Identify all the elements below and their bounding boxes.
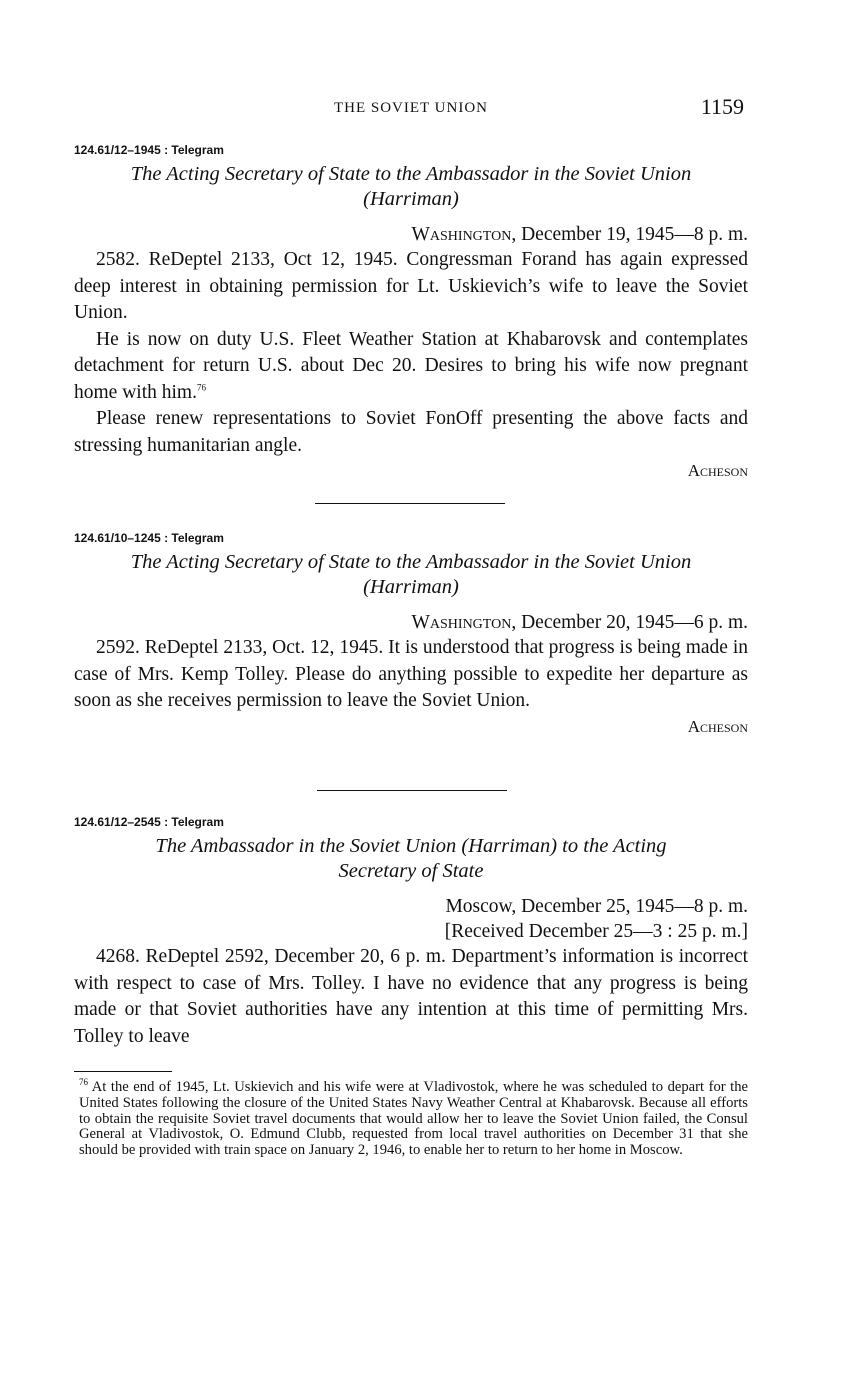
paragraph bbox=[74, 327, 748, 407]
file-number: 124.61/12–2545 : Telegram bbox=[74, 815, 224, 829]
paragraph-text: He is now on duty U.S. Fleet Weather Station at Khabarovsk and contemplates detachment for return U.S. about Dec 20. Desires to bring his wife now pregnant home with him. bbox=[74, 328, 748, 403]
paragraph: Please renew representations to Soviet FonOff presenting the above facts and stressing humanitarian angle. bbox=[74, 408, 748, 456]
document-heading bbox=[74, 550, 748, 600]
heading-line-1: The Acting Secretary of State to the Ambassador in the Soviet Union bbox=[130, 163, 692, 185]
page bbox=[74, 0, 748, 1380]
dateline bbox=[74, 610, 748, 635]
dateline-place: Washington bbox=[411, 612, 512, 633]
received-line: [Received December 25—3 : 25 p. m.] bbox=[444, 921, 748, 942]
footnote-reference: 76 bbox=[196, 382, 206, 392]
signature: Acheson bbox=[687, 461, 748, 480]
dateline-date: , December 20, 1945—6 p. m. bbox=[511, 612, 748, 633]
dateline bbox=[74, 222, 748, 247]
paragraph: 2582. ReDeptel 2133, Oct 12, 1945. Congressman Forand has again expressed deep interest in obtaining permission for Lt. Uskievich’s wife to leave the Soviet Union. bbox=[74, 249, 748, 323]
document-heading bbox=[74, 834, 748, 884]
dateline-place: Washington bbox=[411, 224, 512, 245]
page-number: 1159 bbox=[700, 94, 744, 119]
footnote-text: At the end of 1945, Lt. Uskievich and his wife were at Vladivostok, where he was scheduled to depart for the United States following the closure of the United States Navy Weather Central at Khabarovsk. Because all efforts to obtain the requisite Soviet travel documents that would allow her to leave the Soviet Union failed, the Consul General at Vladivostok, O. Edmund Clubb, requested from local travel authorities on December 31 that she should be provided with train space on January 2, 1946, to enable her to return to her home in Moscow. bbox=[79, 1079, 749, 1159]
paragraph: 4268. ReDeptel 2592, December 20, 6 p. m. Department’s information is incorrect with respect to case of Mrs. Tolley. I have no evidence that any progress is being made or that Soviet authorities have any intention at this time of permitting Mrs. Tolley to leave bbox=[74, 946, 748, 1047]
heading-line-2: (Harriman) bbox=[363, 188, 459, 210]
running-head bbox=[74, 96, 748, 122]
document-2 bbox=[74, 530, 748, 739]
paragraph: 2592. ReDeptel 2133, Oct. 12, 1945. It is understood that progress is being made in case of Mrs. Kemp Tolley. Please do anything possible to expedite her departure as soon as she receives permission to leave the Soviet Union. bbox=[74, 637, 748, 711]
signature: Acheson bbox=[687, 716, 748, 736]
section-divider bbox=[315, 503, 505, 504]
heading-line-1: The Ambassador in the Soviet Union (Harriman) to the Acting bbox=[155, 835, 667, 857]
dateline-date: , December 19, 1945—8 p. m. bbox=[511, 224, 748, 245]
running-title: THE SOVIET UNION bbox=[333, 100, 489, 116]
section-divider bbox=[317, 790, 507, 791]
heading-line-1: The Acting Secretary of State to the Ambassador in the Soviet Union bbox=[130, 551, 692, 573]
document-heading bbox=[74, 162, 748, 212]
file-number: 124.61/10–1245 : Telegram bbox=[74, 531, 224, 545]
footnote-rule bbox=[74, 1071, 172, 1072]
document-3 bbox=[74, 814, 748, 1050]
dateline: Moscow, December 25, 1945—8 p. m. bbox=[445, 896, 748, 917]
heading-line-2: Secretary of State bbox=[338, 860, 484, 882]
document-1 bbox=[74, 142, 748, 483]
footnote bbox=[79, 1077, 749, 1159]
footnote-marker: 76 bbox=[79, 1077, 88, 1088]
heading-line-2: (Harriman) bbox=[363, 576, 459, 598]
file-number: 124.61/12–1945 : Telegram bbox=[74, 143, 224, 157]
